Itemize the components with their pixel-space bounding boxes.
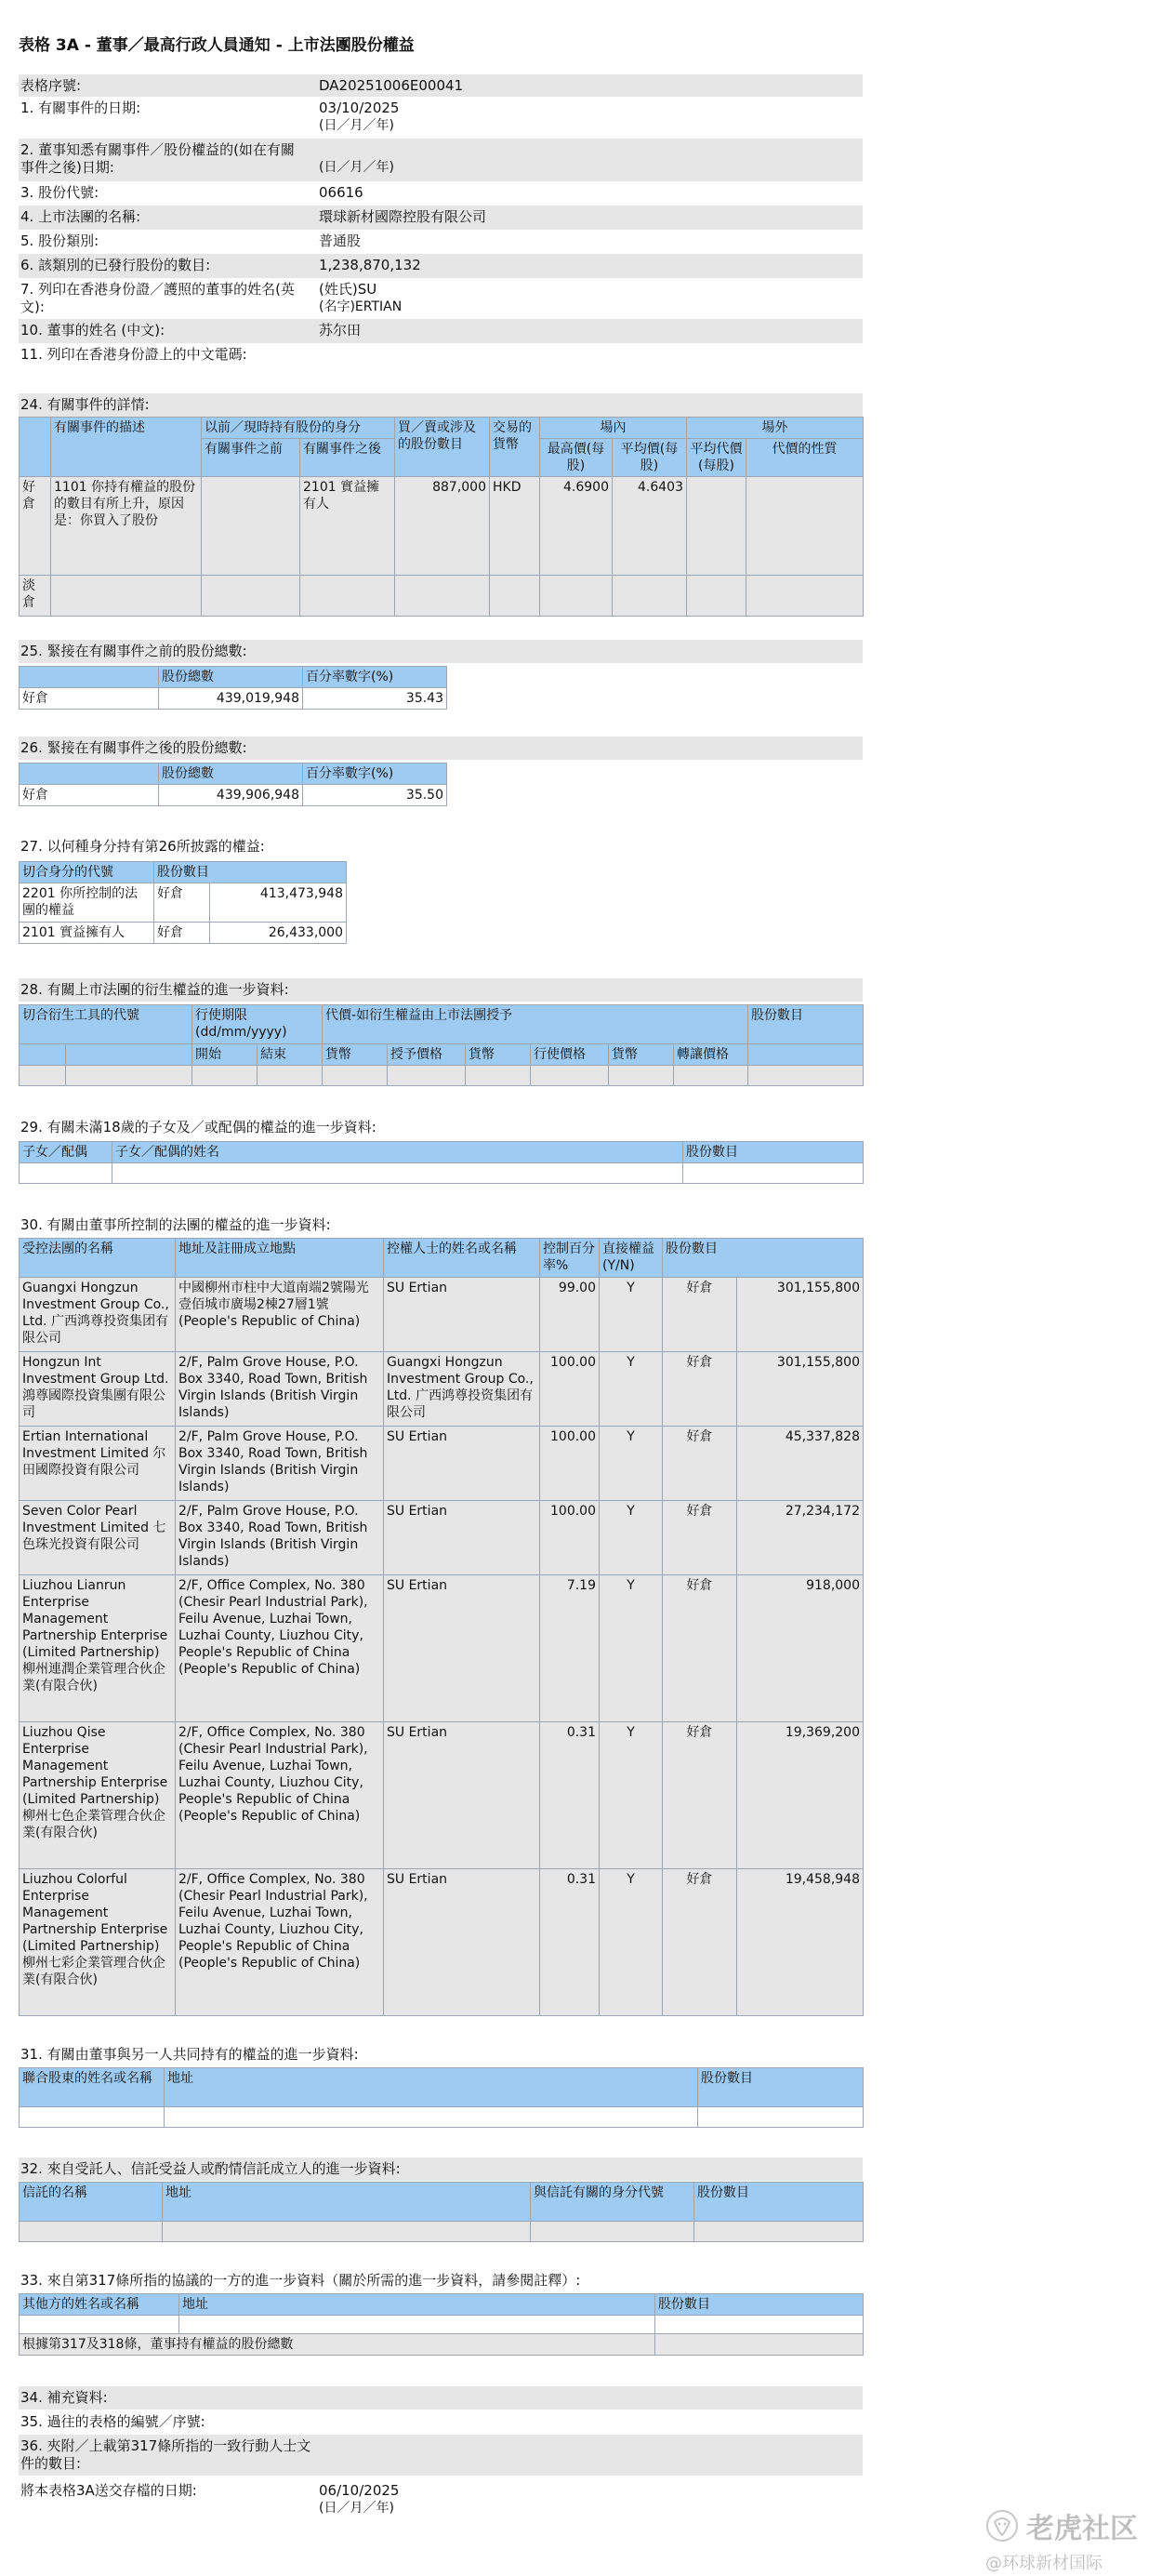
watermark-brand: 老虎社区 (1026, 2513, 1138, 2545)
control-pct: 99.00 (540, 1278, 600, 1352)
col-avg: 平均價(每股) (613, 439, 687, 477)
share-count: 413,473,948 (210, 883, 347, 923)
col-address: 地址 (179, 2294, 655, 2316)
capacity-code: 2101 (303, 480, 337, 495)
section-32-title: 32. 來自受託人、信託受益人或酌情信託成立人的進一步資料: (19, 2158, 863, 2181)
header-row (19, 181, 863, 206)
section-28-table (19, 1004, 864, 1086)
col-controlled-corp: 受控法團的名稱 (20, 1239, 176, 1278)
controller-name: SU Ertian (384, 1278, 540, 1352)
header-label: 11. 列印在香港身份證上的中文電碼: (20, 346, 247, 363)
header-row (19, 206, 863, 230)
section-31-title: 31. 有關由董事與另一人共同持有的權益的進一步資料: (20, 2046, 359, 2063)
avg-consideration (687, 477, 746, 576)
capacity-code: 2101 實益擁有人 (20, 923, 154, 944)
section-25-title: 25. 緊接在有關事件之前的股份總數: (19, 640, 863, 663)
header-label: 3. 股份代號: (20, 184, 99, 201)
header-label: 5. 股份類別: (20, 232, 99, 249)
tiger-logo-icon (985, 2509, 1019, 2543)
position: 好倉 (154, 923, 210, 944)
col-off-exchange: 場外 (687, 418, 864, 439)
col-controller: 控權人士的姓名或名稱 (384, 1239, 540, 1278)
corp-name: Liuzhou Lianrun Enterprise Management Partnership Enterprise (Limited Partnership) 柳州連潤企業管理合伙企業(有限合伙) (20, 1575, 176, 1722)
col-total-shares: 股份總數 (159, 764, 303, 785)
position: 好倉 (663, 1278, 737, 1352)
corp-name: Liuzhou Qise Enterprise Management Partnership Enterprise (Limited Partnership) 柳州七色企業管理合伙企業(有限合伙) (20, 1722, 176, 1869)
section-36-label: 36. 夾附／上載第317條所指的一致行動人士文件的數目: (20, 2437, 311, 2472)
col-currency: 交易的貨幣 (490, 418, 540, 477)
position: 好倉 (663, 1722, 737, 1869)
total-shares-label: 根據第317及318條，董事持有權益的股份總數 (20, 2334, 655, 2356)
col-address: 地址 (163, 2183, 531, 2222)
corp-address: 2/F, Palm Grove House, P.O. Box 3340, Road Town, British Virgin Islands (British Virgin Islands) (176, 1427, 384, 1501)
header-sub: (日／月／年) (319, 160, 394, 175)
watermark (985, 2505, 1171, 2574)
corp-address: 中國柳州市柱中大道南端2號陽光壹佰城市廣場2棟27層1號(People's Republic of China) (176, 1278, 384, 1352)
header-label: 4. 上市法團的名稱: (20, 208, 141, 225)
direct-flag: Y (600, 1575, 663, 1722)
corp-address: 2/F, Office Complex, No. 380 (Chesir Pearl Industrial Park), Feilu Avenue, Luzhai Town, Luzhai County, Liuzhou City, People's Republic of China (People's Republic of China) (176, 1722, 384, 1869)
col-capacity-code: 切合身分的代號 (20, 862, 154, 883)
corp-address: 2/F, Office Complex, No. 380 (Chesir Pearl Industrial Park), Feilu Avenue, Luzhai Town, Luzhai County, Liuzhou City, People's Republic of China (People's Republic of China) (176, 1575, 384, 1722)
control-pct: 100.00 (540, 1352, 600, 1427)
col-exercise-period: 行使期限(dd/mm/yyyy) (192, 1005, 323, 1044)
col-consideration: 代價-如衍生權益由上市法團授予 (323, 1005, 748, 1044)
section-29-title: 29. 有關未滿18歲的子女及／或配偶的權益的進一步資料: (20, 1119, 376, 1135)
header-row (19, 139, 863, 181)
share-count: 19,369,200 (737, 1722, 864, 1869)
watermark-handle: @环球新材国际 (985, 2554, 1102, 2573)
header-value (576, 343, 863, 346)
section-27-title: 27. 以何種身分持有第26所披露的權益: (20, 838, 265, 855)
currency-value: HKD (490, 477, 540, 576)
share-count: 918,000 (737, 1575, 864, 1722)
header-row (19, 343, 863, 367)
section-28-title: 28. 有關上市法團的衍生權益的進一步資料: (19, 978, 863, 1002)
shares-value: 887,000 (395, 477, 490, 576)
header-value: 03/10/2025 (319, 100, 400, 116)
col-trust-capacity: 與信託有關的身分代號 (531, 2183, 694, 2222)
section-30-table (19, 1238, 864, 2016)
corp-address: 2/F, Palm Grove House, P.O. Box 3340, Road Town, British Virgin Islands (British Virgin Islands) (176, 1501, 384, 1575)
section-29-table (19, 1141, 864, 1184)
capacity-text: 實益擁有人 (303, 480, 380, 511)
header-sub: (名字)ERTIAN (319, 299, 403, 314)
section-26-table (19, 763, 447, 806)
col-transfer-price: 轉讓價格 (674, 1044, 748, 1066)
header-value: 普通股 (319, 232, 362, 249)
col-event: 有關事件的描述 (51, 418, 202, 477)
share-count: 26,433,000 (210, 923, 347, 944)
position: 好倉 (663, 1427, 737, 1501)
control-pct: 0.31 (540, 1869, 600, 2016)
col-share-count: 股份數目 (683, 1142, 864, 1163)
total-shares: 439,906,948 (159, 785, 303, 806)
direct-flag: Y (600, 1722, 663, 1869)
col-control-pct: 控制百分率% (540, 1239, 600, 1278)
direct-flag: Y (600, 1278, 663, 1352)
col-currency: 貨幣 (609, 1044, 674, 1066)
controller-name: SU Ertian (384, 1575, 540, 1722)
control-pct: 100.00 (540, 1427, 600, 1501)
header-row (19, 254, 863, 278)
submit-row (19, 2479, 863, 2520)
event-desc (51, 477, 202, 576)
long-label: 好倉 (20, 477, 51, 576)
header-row (19, 97, 863, 139)
control-pct: 7.19 (540, 1575, 600, 1722)
capacity-code: 2201 你所控制的法團的權益 (20, 883, 154, 923)
col-share-count: 股份數目 (663, 1239, 864, 1278)
col-after: 有關事件之後 (300, 439, 395, 477)
long-label: 好倉 (20, 688, 159, 710)
corp-name: Guangxi Hongzun Investment Group Co., Ltd. 广西鸿尊投资集团有限公司 (20, 1278, 176, 1352)
col-end: 結束 (257, 1044, 323, 1066)
col-share-count: 股份數目 (655, 2294, 864, 2316)
total-shares: 439,019,948 (159, 688, 303, 710)
controller-name: SU Ertian (384, 1501, 540, 1575)
avg-price: 4.6403 (613, 477, 687, 576)
control-pct: 100.00 (540, 1501, 600, 1575)
col-exercise-price: 行使價格 (531, 1044, 609, 1066)
col-share-count: 股份數目 (698, 2068, 864, 2107)
controller-name: SU Ertian (384, 1869, 540, 2016)
event-code: 1101 (54, 480, 87, 495)
col-currency: 貨幣 (323, 1044, 388, 1066)
section-34-title: 34. 補充資料: (19, 2386, 863, 2410)
header-row (19, 230, 863, 254)
share-count: 301,155,800 (737, 1352, 864, 1427)
header-value: 環球新材國際控股有限公司 (319, 208, 487, 225)
col-before: 有關事件之前 (202, 439, 300, 477)
header-row (19, 319, 863, 343)
col-high: 最高價(每股) (540, 439, 613, 477)
consideration-nature (746, 477, 864, 576)
col-address: 地址及註冊成立地點 (176, 1239, 384, 1278)
col-grant-price: 授予價格 (388, 1044, 466, 1066)
col-capacity: 以前／現時持有股份的身分 (202, 418, 395, 439)
col-trust-name: 信託的名稱 (20, 2183, 163, 2222)
section-31-table (19, 2067, 864, 2128)
col-joint-holder: 聯合股東的姓名或名稱 (20, 2068, 165, 2107)
header-value: 06616 (319, 184, 363, 201)
col-nature: 代價的性質 (746, 439, 864, 477)
capacity-before (202, 477, 300, 576)
submit-date: 06/10/2025 (319, 2482, 400, 2499)
header-label: 2. 董事知悉有關事件／股份權益的(如在有關事件之後)日期: (20, 141, 295, 176)
section-30-title: 30. 有關由董事所控制的法團的權益的進一步資料: (20, 1216, 331, 1233)
corp-name: Liuzhou Colorful Enterprise Management Partnership Enterprise (Limited Partnership) 柳州七彩企業管理合伙企業(有限合伙) (20, 1869, 176, 2016)
long-label: 好倉 (20, 785, 159, 806)
col-share-count: 股份數目 (748, 1005, 864, 1044)
direct-flag: Y (600, 1427, 663, 1501)
controller-name: SU Ertian (384, 1427, 540, 1501)
header-value: (姓氏)SU (319, 281, 377, 298)
percentage: 35.43 (303, 688, 447, 710)
section-24-title: 24. 有關事件的詳情: (19, 393, 863, 417)
section-26-title: 26. 緊接在有關事件之後的股份總數: (19, 737, 863, 760)
header-value: 苏尔田 (319, 322, 362, 339)
direct-flag: Y (600, 1501, 663, 1575)
col-other-party: 其他方的姓名或名稱 (20, 2294, 179, 2316)
control-pct: 0.31 (540, 1722, 600, 1869)
direct-flag: Y (600, 1352, 663, 1427)
header-sub: (日／月／年) (319, 118, 394, 133)
submit-label: 將本表格3A送交存檔的日期: (20, 2482, 197, 2499)
share-count: 19,458,948 (737, 1869, 864, 2016)
col-share-count: 股份數目 (154, 862, 347, 883)
header-row (19, 74, 863, 97)
col-avg-consideration: 平均代價(每股) (687, 439, 746, 477)
form-header (19, 74, 863, 367)
section-25-table (19, 666, 447, 710)
header-row (19, 278, 863, 319)
section-32-table (19, 2182, 864, 2242)
submit-date-format: (日／月／年) (319, 2501, 394, 2516)
col-on-exchange: 場內 (540, 418, 687, 439)
col-percentage: 百分率數字(%) (303, 667, 447, 688)
controller-name: SU Ertian (384, 1722, 540, 1869)
col-blank (20, 418, 51, 477)
section-33-title: 33. 來自第317條所指的協議的一方的進一步資料（關於所需的進一步資料，請參閱註釋）: (20, 2272, 581, 2289)
share-count: 45,337,828 (737, 1427, 864, 1501)
col-address: 地址 (165, 2068, 698, 2107)
col-share-count: 股份數目 (694, 2183, 864, 2222)
position: 好倉 (663, 1501, 737, 1575)
direct-flag: Y (600, 1869, 663, 2016)
share-count: 301,155,800 (737, 1278, 864, 1352)
col-start: 開始 (192, 1044, 257, 1066)
corp-address: 2/F, Palm Grove House, P.O. Box 3340, Road Town, British Virgin Islands (British Virgin Islands) (176, 1352, 384, 1427)
form-title: 表格 3A - 董事／最高行政人員通知 - 上市法團股份權益 (19, 36, 415, 55)
short-label: 淡倉 (20, 576, 51, 617)
position: 好倉 (154, 883, 210, 923)
percentage: 35.50 (303, 785, 447, 806)
header-label: 6. 該類別的已發行股份的數目: (20, 257, 211, 273)
header-label: 1. 有關事件的日期: (20, 100, 141, 116)
share-count: 27,234,172 (737, 1501, 864, 1575)
col-total-shares: 股份總數 (159, 667, 303, 688)
header-label: 10. 董事的姓名 (中文): (20, 322, 165, 339)
corp-address: 2/F, Office Complex, No. 380 (Chesir Pearl Industrial Park), Feilu Avenue, Luzhai Town, Luzhai County, Liuzhou City, People's Republic of China (People's Republic of China) (176, 1869, 384, 2016)
header-value: DA20251006E00041 (319, 77, 464, 94)
event-text: 你持有權益的股份的數目有所上升，原因是：你買入了股份 (54, 480, 196, 528)
header-label: 7. 列印在香港身份證／護照的董事的姓名(英文): (20, 281, 295, 315)
section-27-table (19, 861, 347, 944)
col-shares: 買／賣或涉及的股份數目 (395, 418, 490, 477)
header-value: 1,238,870,132 (319, 257, 421, 273)
corp-name: Ertian International Investment Limited 尔田國際投資有限公司 (20, 1427, 176, 1501)
position: 好倉 (663, 1352, 737, 1427)
position: 好倉 (663, 1575, 737, 1722)
corp-name: Seven Color Pearl Investment Limited 七色珠光投資有限公司 (20, 1501, 176, 1575)
header-label: 表格序號: (20, 77, 82, 94)
high-price: 4.6900 (540, 477, 613, 576)
col-currency: 貨幣 (466, 1044, 531, 1066)
col-name: 子女／配偶的姓名 (112, 1142, 683, 1163)
capacity-after (300, 477, 395, 576)
col-derivative-code: 切合衍生工具的代號 (20, 1005, 192, 1044)
section-33-table (19, 2293, 864, 2356)
position: 好倉 (663, 1869, 737, 2016)
corp-name: Hongzun Int Investment Group Ltd. 鴻尊國際投資集團有限公司 (20, 1352, 176, 1427)
section-24-table (19, 417, 864, 617)
col-percentage: 百分率數字(%) (303, 764, 447, 785)
section-36-title (19, 2435, 863, 2476)
section-35-title: 35. 過往的表格的編號／序號: (20, 2413, 205, 2430)
col-direct-interest: 直接權益(Y/N) (600, 1239, 663, 1278)
col-child-spouse: 子女／配偶 (20, 1142, 112, 1163)
controller-name: Guangxi Hongzun Investment Group Co., Ltd. 广西鸿尊投资集团有限公司 (384, 1352, 540, 1427)
